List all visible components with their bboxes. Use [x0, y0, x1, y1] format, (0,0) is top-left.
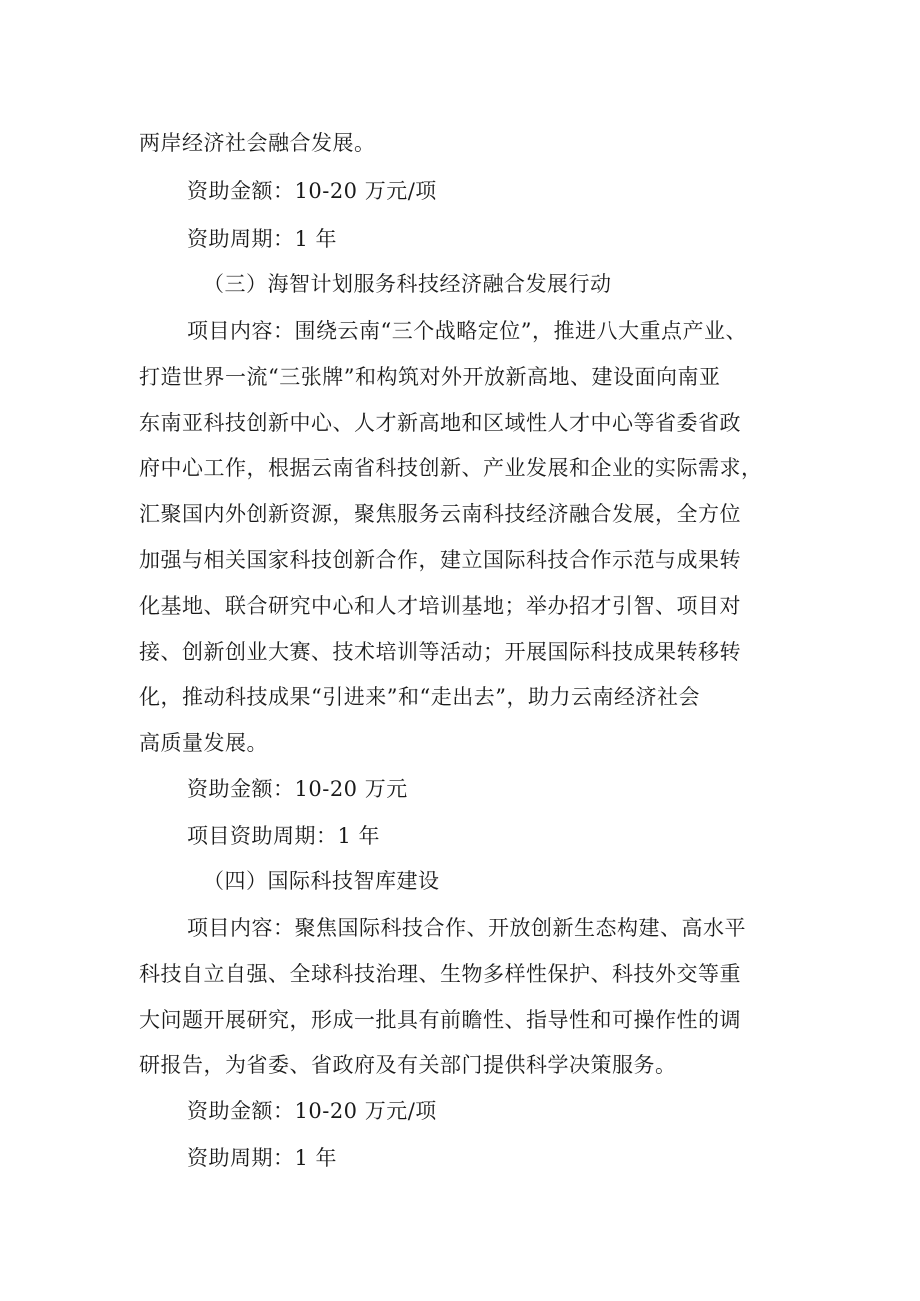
funding-period: 资助周期：1 年: [187, 227, 338, 251]
paragraph-line: 加强与相关国家科技创新合作，建立国际科技合作示范与成果转: [139, 548, 741, 572]
funding-period: 资助周期：1 年: [187, 1146, 338, 1170]
section-heading-4: （四）国际科技智库建设: [203, 869, 440, 893]
paragraph-line: 大问题开展研究，形成一批具有前瞻性、指导性和可操作性的调: [139, 1008, 741, 1032]
paragraph-line: 接、创新创业大赛、技术培训等活动；开展国际科技成果转移转: [139, 640, 741, 664]
paragraph-line: 化，推动科技成果“引进来”和“走出去”，助力云南经济社会: [139, 685, 700, 709]
paragraph-line: 两岸经济社会融合发展。: [139, 131, 376, 155]
paragraph-line: 项目内容：围绕云南“三个战略定位”，推进八大重点产业、: [187, 319, 747, 343]
paragraph-line: 研报告，为省委、省政府及有关部门提供科学决策服务。: [139, 1053, 677, 1077]
paragraph-line: 打造世界一流“三张牌”和构筑对外开放新高地、建设面向南亚: [139, 365, 721, 389]
funding-amount: 资助金额：10-20 万元/项: [187, 1099, 437, 1123]
paragraph-line: 府中心工作，根据云南省科技创新、产业发展和企业的实际需求，: [139, 456, 763, 480]
funding-amount: 资助金额：10-20 万元/项: [187, 179, 437, 203]
funding-period: 项目资助周期：1 年: [187, 824, 381, 848]
paragraph-line: 化基地、联合研究中心和人才培训基地；举办招才引智、项目对: [139, 594, 741, 618]
paragraph-line: 项目内容：聚焦国际科技合作、开放创新生态构建、高水平: [187, 916, 746, 940]
section-heading-3: （三）海智计划服务科技经济融合发展行动: [203, 272, 612, 296]
paragraph-line: 东南亚科技创新中心、人才新高地和区域性人才中心等省委省政: [139, 411, 741, 435]
paragraph-line: 汇聚国内外创新资源，聚焦服务云南科技经济融合发展，全方位: [139, 502, 741, 526]
funding-amount: 资助金额：10-20 万元: [187, 777, 408, 801]
paragraph-line: 科技自立自强、全球科技治理、生物多样性保护、科技外交等重: [139, 962, 741, 986]
paragraph-line: 高质量发展。: [139, 731, 268, 755]
